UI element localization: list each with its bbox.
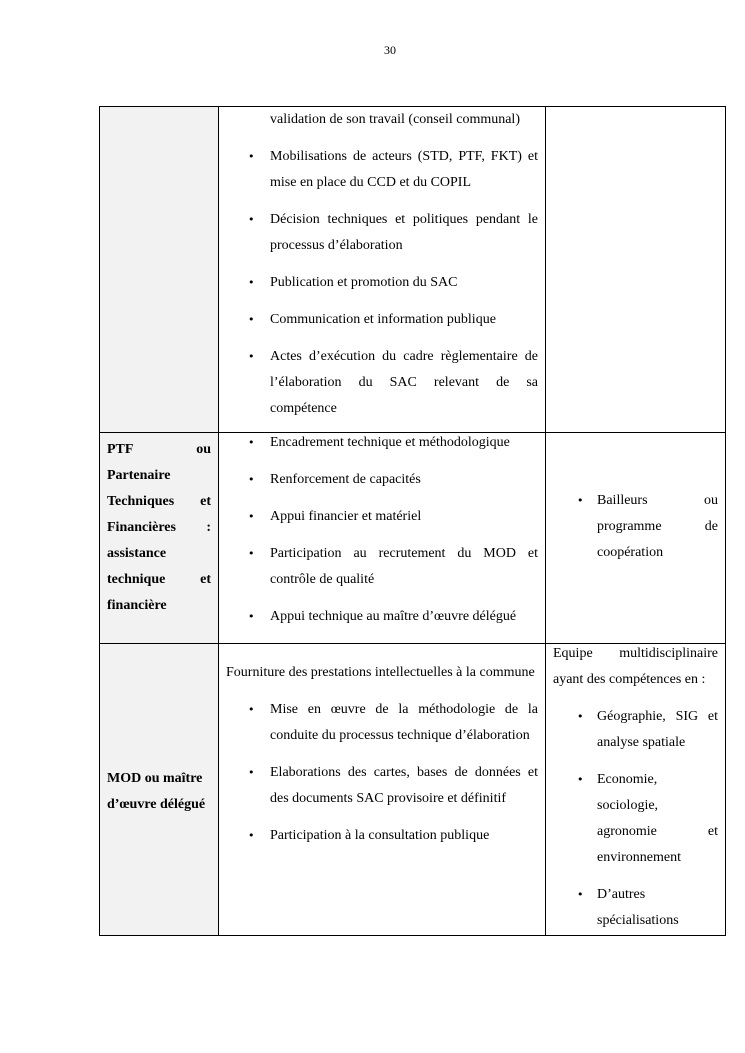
table-row xyxy=(100,107,726,433)
list-item: • Bailleurs ou programme de coopération xyxy=(546,488,725,566)
actor-cell xyxy=(100,433,219,644)
list-item: • Communication et information publique xyxy=(219,307,545,333)
roles-intro: Fourniture des prestations intellectuelles à la commune xyxy=(226,665,535,680)
profiles-cell xyxy=(546,107,726,433)
list-item: • Elaborations des cartes, bases de données et des documents SAC provisoire et définitif xyxy=(219,760,545,812)
actor-label: PTF ou Partenaire Techniques et Financières : assistance technique et financière xyxy=(107,442,211,613)
list-item: • Appui technique au maître d’œuvre délégué xyxy=(219,604,545,630)
list-item: • Economie, sociologie, agronomie et environnement xyxy=(546,767,725,871)
profiles-cell xyxy=(546,433,726,644)
list-item: • Appui financier et matériel xyxy=(219,504,545,530)
profiles-intro: Equipe multidisciplinaire ayant des compétences en : xyxy=(553,646,718,687)
list-item: • Mobilisations de acteurs (STD, PTF, FKT) et mise en place du CCD et du COPIL xyxy=(219,144,545,196)
roles-cell xyxy=(219,644,546,936)
actors-roles-table xyxy=(99,106,726,936)
table-row xyxy=(100,433,726,644)
list-item: • D’autres spécialisations xyxy=(546,882,725,934)
role-text: validation de son travail (conseil communal) xyxy=(270,112,520,127)
roles-cell xyxy=(219,433,546,644)
profiles-cell xyxy=(546,644,726,936)
page-number: 30 xyxy=(384,43,396,57)
list-item: • Actes d’exécution du cadre règlementaire de l’élaboration du SAC relevant de sa compétence xyxy=(219,344,545,422)
list-item: • Participation à la consultation publique xyxy=(219,823,545,849)
list-item: • Renforcement de capacités xyxy=(219,467,545,493)
list-item: • Mise en œuvre de la méthodologie de la conduite du processus technique d’élaboration xyxy=(219,697,545,749)
list-item: • Décision techniques et politiques pendant le processus d’élaboration xyxy=(219,207,545,259)
actor-label: MOD ou maître d’œuvre délégué xyxy=(107,770,206,812)
list-item: • Participation au recrutement du MOD et contrôle de qualité xyxy=(219,541,545,593)
roles-cell xyxy=(219,107,546,433)
role-continuation xyxy=(219,107,545,133)
list-item: • Encadrement technique et méthodologique xyxy=(219,430,545,456)
list-item: • Géographie, SIG et analyse spatiale xyxy=(546,704,725,756)
actor-cell xyxy=(100,107,219,433)
actor-cell xyxy=(100,644,219,936)
list-item: • Publication et promotion du SAC xyxy=(219,270,545,296)
table-row xyxy=(100,644,726,936)
